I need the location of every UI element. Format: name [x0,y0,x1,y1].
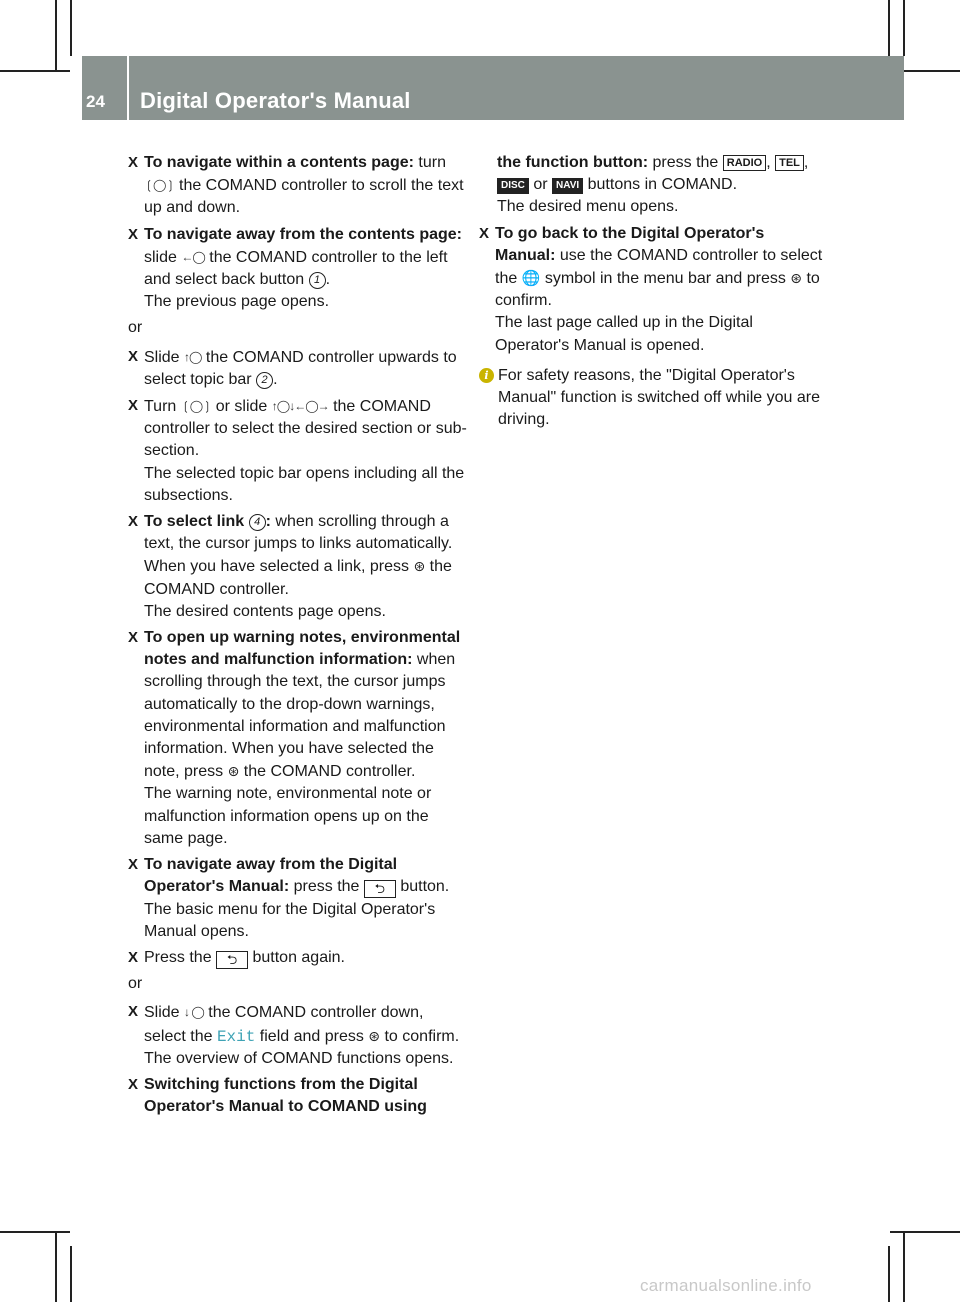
step-arrow-icon: X [128,856,139,874]
step-text: button again. [248,948,345,966]
crop-mark [0,70,70,72]
crop-mark [0,1231,70,1233]
step-arrow-icon: X [128,1075,139,1093]
step-heading: Switching functions from the Digital Operator's Manual to COMAND using [144,1075,427,1116]
crop-mark [70,1246,72,1302]
callout-1-icon: 1 [309,272,326,289]
crop-mark [888,0,890,56]
step-text: press the [648,154,723,171]
step-text: the COMAND controller to scroll the text up and down. [144,177,464,217]
step-text: use the COMAND controller to select the [495,246,823,288]
step-heading: To go back to the Digital Operator's Manual: [495,224,765,264]
note-text: For safety reasons, the "Digital Operator's Manual" function is switched off while you are driving. [498,366,820,429]
step-text: Slide [144,1004,185,1022]
step-navigate-away-contents [128,224,468,314]
step-arrow-icon: X [479,224,490,242]
step-text: or [528,176,553,194]
page-number: 24 [86,92,105,111]
crop-mark [55,1231,57,1302]
step-text: or slide [211,398,272,416]
step-text: the COMAND controller. [239,763,416,781]
step-heading: To navigate away from the contents page: [144,225,462,243]
step-heading: the function button: [497,154,649,171]
step-heading: To navigate within a contents page: [144,154,414,171]
step-text: , [766,154,771,171]
step-heading: To open up warning notes, environmental notes and malfunction information: [144,629,461,669]
press-controller-icon: ⊛ [413,558,426,575]
or-separator: or [128,319,143,337]
left-column [128,152,468,1122]
step-arrow-icon: X [128,1003,139,1021]
slide-up-icon: ↑◯ [184,349,202,364]
radio-key-icon: RADIO [723,155,766,171]
step-result: The basic menu for the Digital Operator's Manual opens. [144,900,436,940]
crop-mark [903,0,905,56]
slide-down-icon: ↓ ◯ [184,1005,204,1020]
globe-icon: 🌐 [521,270,541,288]
step-result: The desired menu opens. [497,198,679,216]
step-text: button. [395,878,450,896]
step-press-back-again [128,947,468,969]
callout-2-icon: 2 [256,372,273,389]
navi-key-icon: NAVI [552,178,583,194]
step-text: field and press [255,1027,369,1045]
step-text: turn [413,154,446,171]
turn-controller-icon: ❲◯❳ [144,178,175,193]
or-separator: or [128,975,143,993]
callout-4-icon: 4 [249,514,266,531]
step-warning-notes [128,627,468,850]
step-arrow-icon: X [128,397,139,415]
crop-mark [890,1231,960,1233]
step-result: The desired contents page opens. [144,602,386,620]
step-select-link [128,511,468,623]
header-divider [127,56,129,120]
press-controller-icon: ⊛ [790,270,803,287]
safety-note [479,365,824,432]
step-navigate-away-manual [128,854,468,943]
step-slide-down-exit [128,1001,468,1070]
step-text: when scrolling through a text, the cursor jumps to links automatically. When you have selected a link, press [144,513,453,576]
step-text: Turn [144,398,181,416]
step-heading: To select link [144,513,249,531]
step-arrow-icon: X [128,948,139,966]
step-text: Slide [144,348,185,366]
step-text: slide [144,248,182,266]
crop-mark [55,0,57,70]
slide-leftright-icon: ←◯→ [294,399,329,414]
step-turn-or-slide [128,395,468,507]
press-controller-icon: ⊛ [227,763,240,780]
step-result: The overview of COMAND functions opens. [144,1049,454,1067]
page-title: Digital Operator's Manual [140,88,411,113]
press-controller-icon: ⊛ [368,1027,381,1044]
crop-mark [70,0,72,56]
slide-updown-icon: ↑◯↓ [271,399,295,414]
step-result: The selected topic bar opens including all the subsections. [144,464,465,504]
step-result: The warning note, environmental note or malfunction information opens up on the same page. [144,785,432,847]
watermark: carmanualsonline.info [640,1276,812,1295]
crop-mark [903,1231,905,1302]
step-result: The previous page opens. [144,293,330,311]
step-slide-up [128,346,468,391]
step-navigate-within [128,152,468,220]
step-text: to confirm. [495,270,820,310]
step-text: symbol in the menu bar and press [540,270,791,288]
step-arrow-icon: X [128,629,139,647]
step-text: the COMAND controller down, select the [144,1004,424,1045]
step-arrow-icon: X [128,513,139,531]
right-column [479,152,824,431]
back-button-icon: ⮌ [216,951,248,969]
disc-key-icon: DISC [497,178,529,194]
step-heading: : [265,513,271,531]
crop-mark [888,1246,890,1302]
step-text: the COMAND controller to the left and select back button [144,248,448,289]
tel-key-icon: TEL [775,155,804,171]
step-text: . [273,370,278,388]
step-heading: To navigate away from the Digital Operator's Manual: [144,856,398,896]
step-text: Press the [144,948,217,966]
step-text: to confirm. [380,1027,460,1045]
step-text: . [325,271,331,289]
step-text: the COMAND controller. [144,558,452,598]
step-switching-functions-cont [479,152,824,219]
step-text: press the [289,878,364,896]
step-arrow-icon: X [128,347,139,365]
step-text: the COMAND controller to select the desired section or sub-section. [144,398,467,460]
slide-left-icon: ←◯ [181,249,205,264]
step-text: the COMAND controller upwards to select topic bar [144,348,457,388]
step-go-back-manual [479,223,824,357]
info-icon: i [479,368,494,383]
step-arrow-icon: X [128,225,139,243]
step-result: The last page called up in the Digital Operator's Manual is opened. [495,314,753,354]
step-switching-functions [128,1074,468,1118]
exit-field-label: Exit [216,1027,256,1046]
step-text: , [803,154,809,171]
back-button-icon: ⮌ [364,880,396,898]
step-arrow-icon: X [128,154,139,171]
step-text: when scrolling through the text, the cursor jumps automatically to the drop-down warnings, environmental information and malfunction information. When you have selected the note, press [144,651,456,781]
step-text: buttons in COMAND. [583,176,738,194]
turn-controller-icon: ❲◯❳ [180,399,212,414]
